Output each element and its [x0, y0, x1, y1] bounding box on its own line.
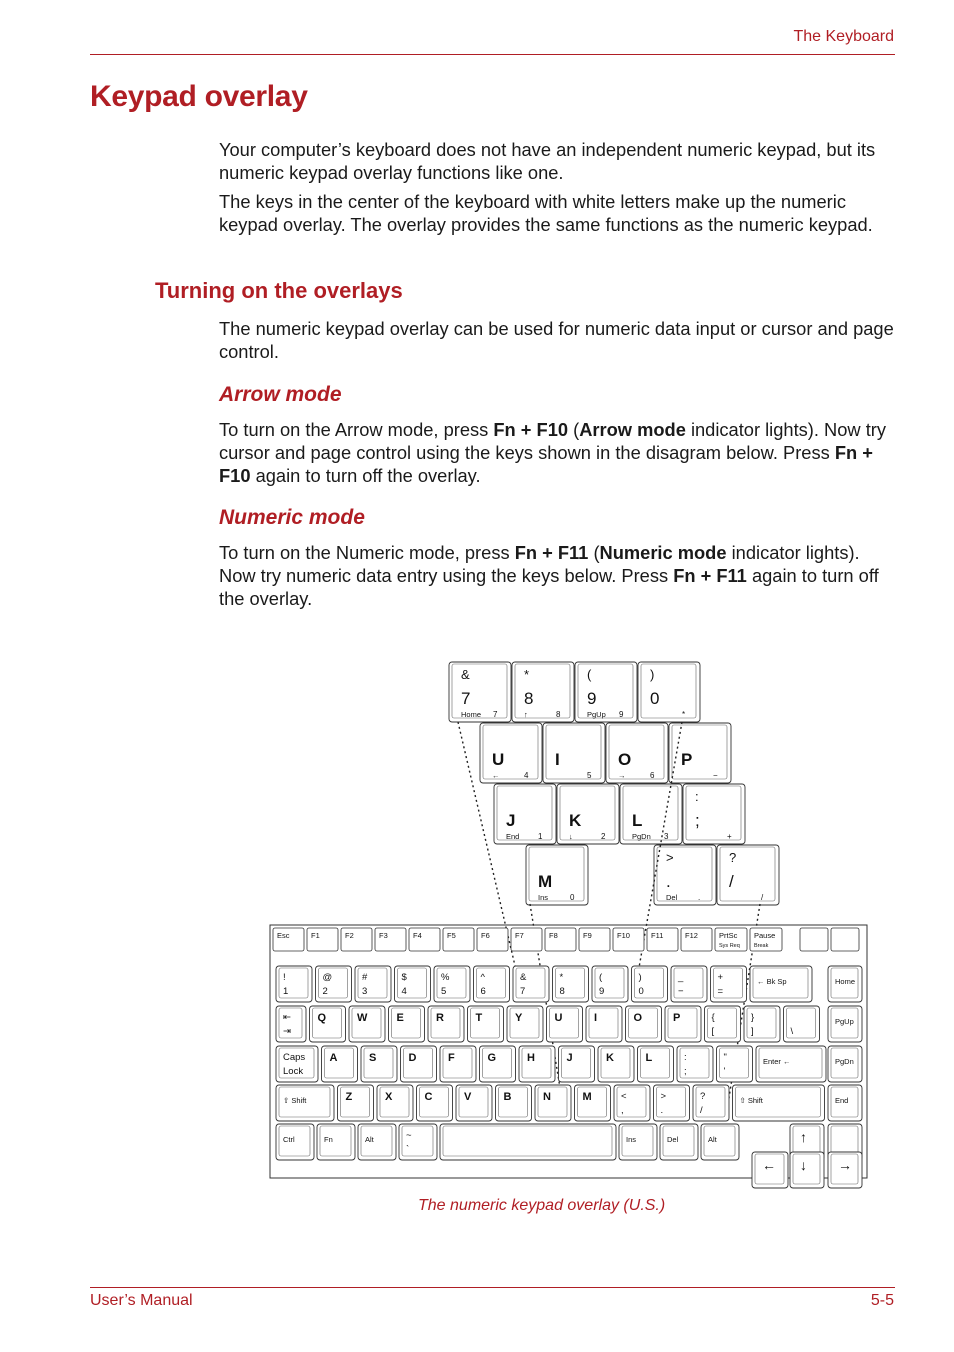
key-label: ]: [751, 1026, 754, 1037]
key-label: T: [475, 1012, 483, 1024]
overlay-key-num-label: .: [698, 893, 701, 902]
key-label: B: [503, 1091, 512, 1103]
overlay-key-num-label: −: [713, 771, 718, 780]
overlay-key: [638, 662, 700, 722]
key-label: ,: [621, 1105, 624, 1116]
win-key: [800, 928, 828, 951]
function-key-label: F3: [379, 931, 388, 940]
key-label: U: [554, 1012, 563, 1024]
key-label: S: [369, 1052, 377, 1064]
bottom-row-key: [399, 1124, 437, 1160]
overlay-key-main-label: I: [555, 750, 560, 769]
function-key-label: F9: [583, 931, 592, 940]
key-label: Alt: [708, 1135, 717, 1144]
key-label: PgUp: [835, 1017, 854, 1026]
key-label: H: [527, 1052, 535, 1064]
key-label: 3: [362, 986, 368, 997]
key-label: Lock: [283, 1066, 304, 1077]
letter-row-key: [428, 1006, 464, 1042]
key-label: Fn: [324, 1135, 333, 1144]
key-shift-label: {: [711, 1012, 715, 1023]
home-row-key: [559, 1046, 595, 1082]
key-label: 8: [559, 986, 565, 997]
overlay-key-num-label: 8: [556, 710, 561, 719]
function-key-label: F10: [617, 931, 630, 940]
subsection-title: Turning on the overlays: [155, 278, 403, 303]
key-label: 9: [599, 986, 605, 997]
key-label: Home: [835, 977, 856, 986]
number-row-key: [513, 966, 549, 1002]
home-row-key: [677, 1046, 713, 1082]
overlay-key-num-label: 4: [524, 771, 529, 780]
key-label: V: [464, 1091, 472, 1103]
key-label: Ins: [626, 1135, 637, 1144]
overlay-key-shift-label: ?: [729, 850, 737, 865]
key-label: /: [700, 1105, 703, 1116]
key-label: K: [606, 1052, 614, 1064]
letter-row-key: [744, 1006, 780, 1042]
key-label: O: [633, 1012, 643, 1024]
key-label: N: [543, 1091, 551, 1103]
function-key-label: F1: [311, 931, 320, 940]
overlay-key-main-label: U: [492, 750, 505, 769]
bottom-row-key: [701, 1124, 739, 1160]
overlay-key-num-label: 1: [538, 832, 543, 841]
key-label: .: [660, 1105, 664, 1116]
overlay-key: [575, 662, 637, 722]
home-row-key: [717, 1046, 753, 1082]
key-shift-label: _: [678, 972, 684, 983]
arrow-left-label: ←: [762, 1157, 776, 1173]
number-row-key: [632, 966, 668, 1002]
key-label: 2: [322, 986, 328, 997]
key-label: PgDn: [835, 1057, 854, 1066]
home-row-key: [638, 1046, 674, 1082]
arrow-mode-heading: Arrow mode: [219, 383, 342, 406]
key-shift-label: $: [401, 972, 407, 983]
footer-rule: [90, 1287, 895, 1288]
menu-key: [831, 928, 859, 951]
shift-row-key: [614, 1085, 650, 1121]
overlay-key-main-label: 8: [524, 689, 534, 708]
figure-caption: The numeric keypad overlay (U.S.): [418, 1197, 666, 1214]
page-number: 5-5: [870, 1292, 894, 1309]
key-label: A: [329, 1052, 338, 1064]
overlay-key-shift-label: :: [695, 789, 699, 804]
shift-row-key: [575, 1085, 611, 1121]
key-shift-label: ⇤: [283, 1012, 291, 1023]
overlay-key-shift-label: ): [650, 667, 655, 682]
key-label: C: [424, 1091, 433, 1103]
overlay-key-sub-label: →: [618, 771, 626, 780]
key-shift-label: ^: [480, 972, 485, 983]
key-label: 0: [638, 986, 644, 997]
key-label: Alt: [365, 1135, 374, 1144]
overlay-key-num-label: 3: [664, 832, 669, 841]
key-label: X: [385, 1091, 393, 1103]
key-label: Ctrl: [283, 1135, 295, 1144]
number-row-key: [395, 966, 431, 1002]
key-label: R: [436, 1012, 444, 1024]
overlay-key-main-label: M: [538, 872, 553, 891]
key-label: 7: [520, 986, 526, 997]
overlay-key: [620, 784, 682, 844]
key-shift-label: :: [684, 1052, 687, 1063]
overlay-key-num-label: +: [727, 832, 732, 841]
bottom-row-key: [317, 1124, 355, 1160]
key-label: P: [673, 1012, 681, 1024]
home-row-key: [440, 1046, 476, 1082]
key-shift-label: *: [559, 972, 564, 983]
key-label: E: [396, 1012, 404, 1024]
home-row-key: [361, 1046, 397, 1082]
overlay-key-shift-label: (: [587, 667, 592, 682]
key-label: −: [678, 986, 684, 997]
overlay-key-main-label: J: [506, 811, 516, 830]
overlay-key-sub-label: Del: [666, 893, 678, 902]
key-label: \: [790, 1026, 794, 1037]
overlay-key-shift-label: >: [666, 850, 674, 865]
shift-row-key: [377, 1085, 413, 1121]
function-key-label: F4: [413, 931, 422, 940]
overlay-key: [683, 784, 745, 844]
key-shift-label: <: [621, 1091, 627, 1102]
number-row-key: [474, 966, 510, 1002]
overlay-key: [526, 845, 588, 905]
overlay-key: [669, 723, 731, 783]
key-label: =: [717, 986, 724, 997]
page-title: Keypad overlay: [90, 80, 308, 113]
key-label: G: [487, 1052, 497, 1064]
letter-row-key: [784, 1006, 820, 1042]
key-label: I: [594, 1012, 598, 1024]
key-label: ;: [684, 1066, 687, 1077]
key-shift-label: ": [723, 1052, 727, 1063]
key-label: ': [723, 1066, 726, 1077]
function-key-label: F12: [685, 931, 698, 940]
number-row-key: [711, 966, 747, 1002]
function-key-label: F8: [549, 931, 558, 940]
overlay-key-main-label: L: [632, 811, 643, 830]
overlay-key-num-label: 0: [570, 893, 575, 902]
function-key-label: PrtSc: [719, 931, 738, 940]
key-shift-label: ): [638, 972, 642, 983]
home-row-key: [401, 1046, 437, 1082]
arrow-right-label: →: [838, 1157, 852, 1173]
overlay-key-main-label: .: [666, 872, 671, 891]
overlay-key-shift-label: &: [461, 667, 470, 682]
overlay-key-main-label: O: [618, 750, 632, 769]
key-label: ⇥: [283, 1026, 291, 1037]
key-label: `: [406, 1144, 410, 1155]
letter-row-key: [547, 1006, 583, 1042]
overlay-key: [494, 784, 556, 844]
key-shift-label: %: [441, 972, 450, 983]
overlay-key-main-label: ;: [695, 811, 700, 830]
overlay-key-main-label: 7: [461, 689, 471, 708]
overlay-key: [512, 662, 574, 722]
overlay-key-num-label: 7: [493, 710, 498, 719]
function-key-label: F5: [447, 931, 456, 940]
overlay-key-num-label: 9: [619, 710, 624, 719]
overlay-key-num-label: /: [761, 893, 764, 902]
overlay-key-sub-label: PgUp: [587, 710, 606, 719]
overlay-key: [557, 784, 619, 844]
function-key-sub-label: Sys Req: [719, 943, 740, 949]
key-label: ⇧ Shift: [739, 1096, 763, 1105]
overlay-key-shift-label: *: [524, 667, 530, 682]
key-label: Y: [515, 1012, 523, 1024]
shift-row-key: [456, 1085, 492, 1121]
footer-title: User’s Manual: [90, 1292, 193, 1309]
shift-row-key: [338, 1085, 374, 1121]
key-shift-label: ~: [406, 1130, 412, 1141]
bottom-row-key: [358, 1124, 396, 1160]
overlay-key: [543, 723, 605, 783]
key-shift-label: (: [599, 972, 603, 983]
key-label: ⇧ Shift: [283, 1096, 307, 1105]
key-label: J: [566, 1052, 573, 1064]
arrow-down-key: [790, 1152, 824, 1188]
key-shift-label: &: [520, 972, 527, 983]
key-shift-label: }: [751, 1012, 755, 1023]
numeric-mode-heading: Numeric mode: [219, 506, 365, 529]
shift-row-key: [654, 1085, 690, 1121]
key-shift-label: !: [283, 972, 286, 983]
bottom-row-key: [619, 1124, 657, 1160]
number-row-key: [355, 966, 391, 1002]
overlay-key-sub-label: End: [506, 832, 520, 841]
key-shift-label: Caps: [283, 1052, 306, 1063]
shift-row-key: [535, 1085, 571, 1121]
overlay-key-main-label: /: [729, 872, 734, 891]
key-label: M: [582, 1091, 592, 1103]
letter-row-key: [389, 1006, 425, 1042]
numeric-mode-paragraph: To turn on the Numeric mode, press Fn + F11 (Numeric mode indicator lights). Now try numeric data entry using the keys below. Press Fn + F11 again to turn off the overlay.: [219, 542, 879, 609]
overlay-key-main-label: 9: [587, 689, 597, 708]
overlay-key-num-label: *: [682, 710, 686, 719]
letter-row-key: [705, 1006, 741, 1042]
number-row-key: [671, 966, 707, 1002]
function-key-label: F2: [345, 931, 354, 940]
overlay-key: [717, 845, 779, 905]
overlay-key: [480, 723, 542, 783]
shift-row-key: [693, 1085, 729, 1121]
overlay-key-main-label: K: [569, 811, 582, 830]
overlay-key-main-label: 0: [650, 689, 660, 708]
key-label: Enter ←: [763, 1057, 791, 1066]
function-key-label: F6: [481, 931, 490, 940]
key-shift-label: >: [660, 1091, 667, 1102]
letter-row-key: [507, 1006, 543, 1042]
key-label: F: [448, 1052, 455, 1064]
function-key-sub-label: Break: [754, 943, 769, 949]
key-label: ← Bk Sp: [757, 977, 787, 986]
overlay-key: [654, 845, 716, 905]
overlay-key: [606, 723, 668, 783]
bottom-row-key: [276, 1124, 314, 1160]
overlay-key-num-label: 6: [650, 771, 655, 780]
overlay-key-num-label: 5: [587, 771, 592, 780]
number-row-key: [316, 966, 352, 1002]
key-shift-label: +: [717, 972, 724, 983]
key-label: End: [835, 1096, 849, 1105]
key-label: [: [711, 1026, 715, 1037]
key-shift-label: #: [362, 972, 368, 983]
key-label: 5: [441, 986, 447, 997]
letter-row-key: [665, 1006, 701, 1042]
function-key-label: F11: [651, 931, 664, 940]
letter-row-key: [468, 1006, 504, 1042]
home-row-key: [519, 1046, 555, 1082]
shift-row-key: [496, 1085, 532, 1121]
home-row-key: [480, 1046, 516, 1082]
letter-row-key: [586, 1006, 622, 1042]
function-key-label: Pause: [754, 931, 776, 940]
home-row-key: [322, 1046, 358, 1082]
overlay-key-sub-label: ↑: [524, 710, 528, 719]
overlay-key-sub-label: ←: [492, 771, 500, 780]
letter-row-key: [310, 1006, 346, 1042]
function-key-label: Esc: [277, 931, 290, 940]
running-header: The Keyboard: [793, 28, 894, 45]
function-key-label: F7: [515, 931, 524, 940]
key-label: L: [645, 1052, 653, 1064]
key-label: 1: [283, 986, 289, 997]
intro-paragraph-2: The keys in the center of the keyboard with white letters make up the numeric keypad overlay. The overlay provides the same functions as the numeric keypad.: [219, 191, 873, 235]
arrow-mode-paragraph: To turn on the Arrow mode, press Fn + F10 (Arrow mode indicator lights). Now try cursor and page control using the keys shown in the disagram below. Press Fn + F10 again to turn off the overlay.: [219, 419, 886, 486]
key-label: 6: [480, 986, 486, 997]
letter-row-key: [626, 1006, 662, 1042]
key-label: Z: [345, 1091, 353, 1103]
space-bar: [440, 1124, 616, 1160]
overlay-key-main-label: P: [681, 750, 693, 769]
key-label: D: [408, 1052, 417, 1064]
number-row-key: [592, 966, 628, 1002]
letter-row-key: [276, 1006, 306, 1042]
subsection-paragraph: The numeric keypad overlay can be used for numeric data input or cursor and page control.: [219, 318, 894, 362]
number-row-key: [434, 966, 470, 1002]
overlay-key-sub-label: ↓: [569, 832, 573, 841]
key-shift-label: @: [322, 972, 333, 983]
key-label: 4: [401, 986, 407, 997]
key-label: W: [357, 1012, 368, 1024]
shift-row-key: [417, 1085, 453, 1121]
key-label: Del: [667, 1135, 679, 1144]
overlay-key-sub-label: Home: [461, 710, 482, 719]
arrow-down-label: ↓: [800, 1157, 807, 1173]
number-row-key: [276, 966, 312, 1002]
overlay-key-sub-label: Ins: [538, 893, 549, 902]
number-row-key: [553, 966, 589, 1002]
arrow-up-label: ↑: [800, 1129, 807, 1145]
home-row-key: [598, 1046, 634, 1082]
overlay-key-sub-label: PgDn: [632, 832, 651, 841]
key-label: Q: [317, 1012, 327, 1024]
intro-paragraph-1: Your computer’s keyboard does not have an independent numeric keypad, but its numeric keypad overlay functions like one.: [219, 139, 876, 183]
overlay-key-num-label: 2: [601, 832, 606, 841]
bottom-row-key: [660, 1124, 698, 1160]
key-shift-label: ?: [700, 1091, 706, 1102]
